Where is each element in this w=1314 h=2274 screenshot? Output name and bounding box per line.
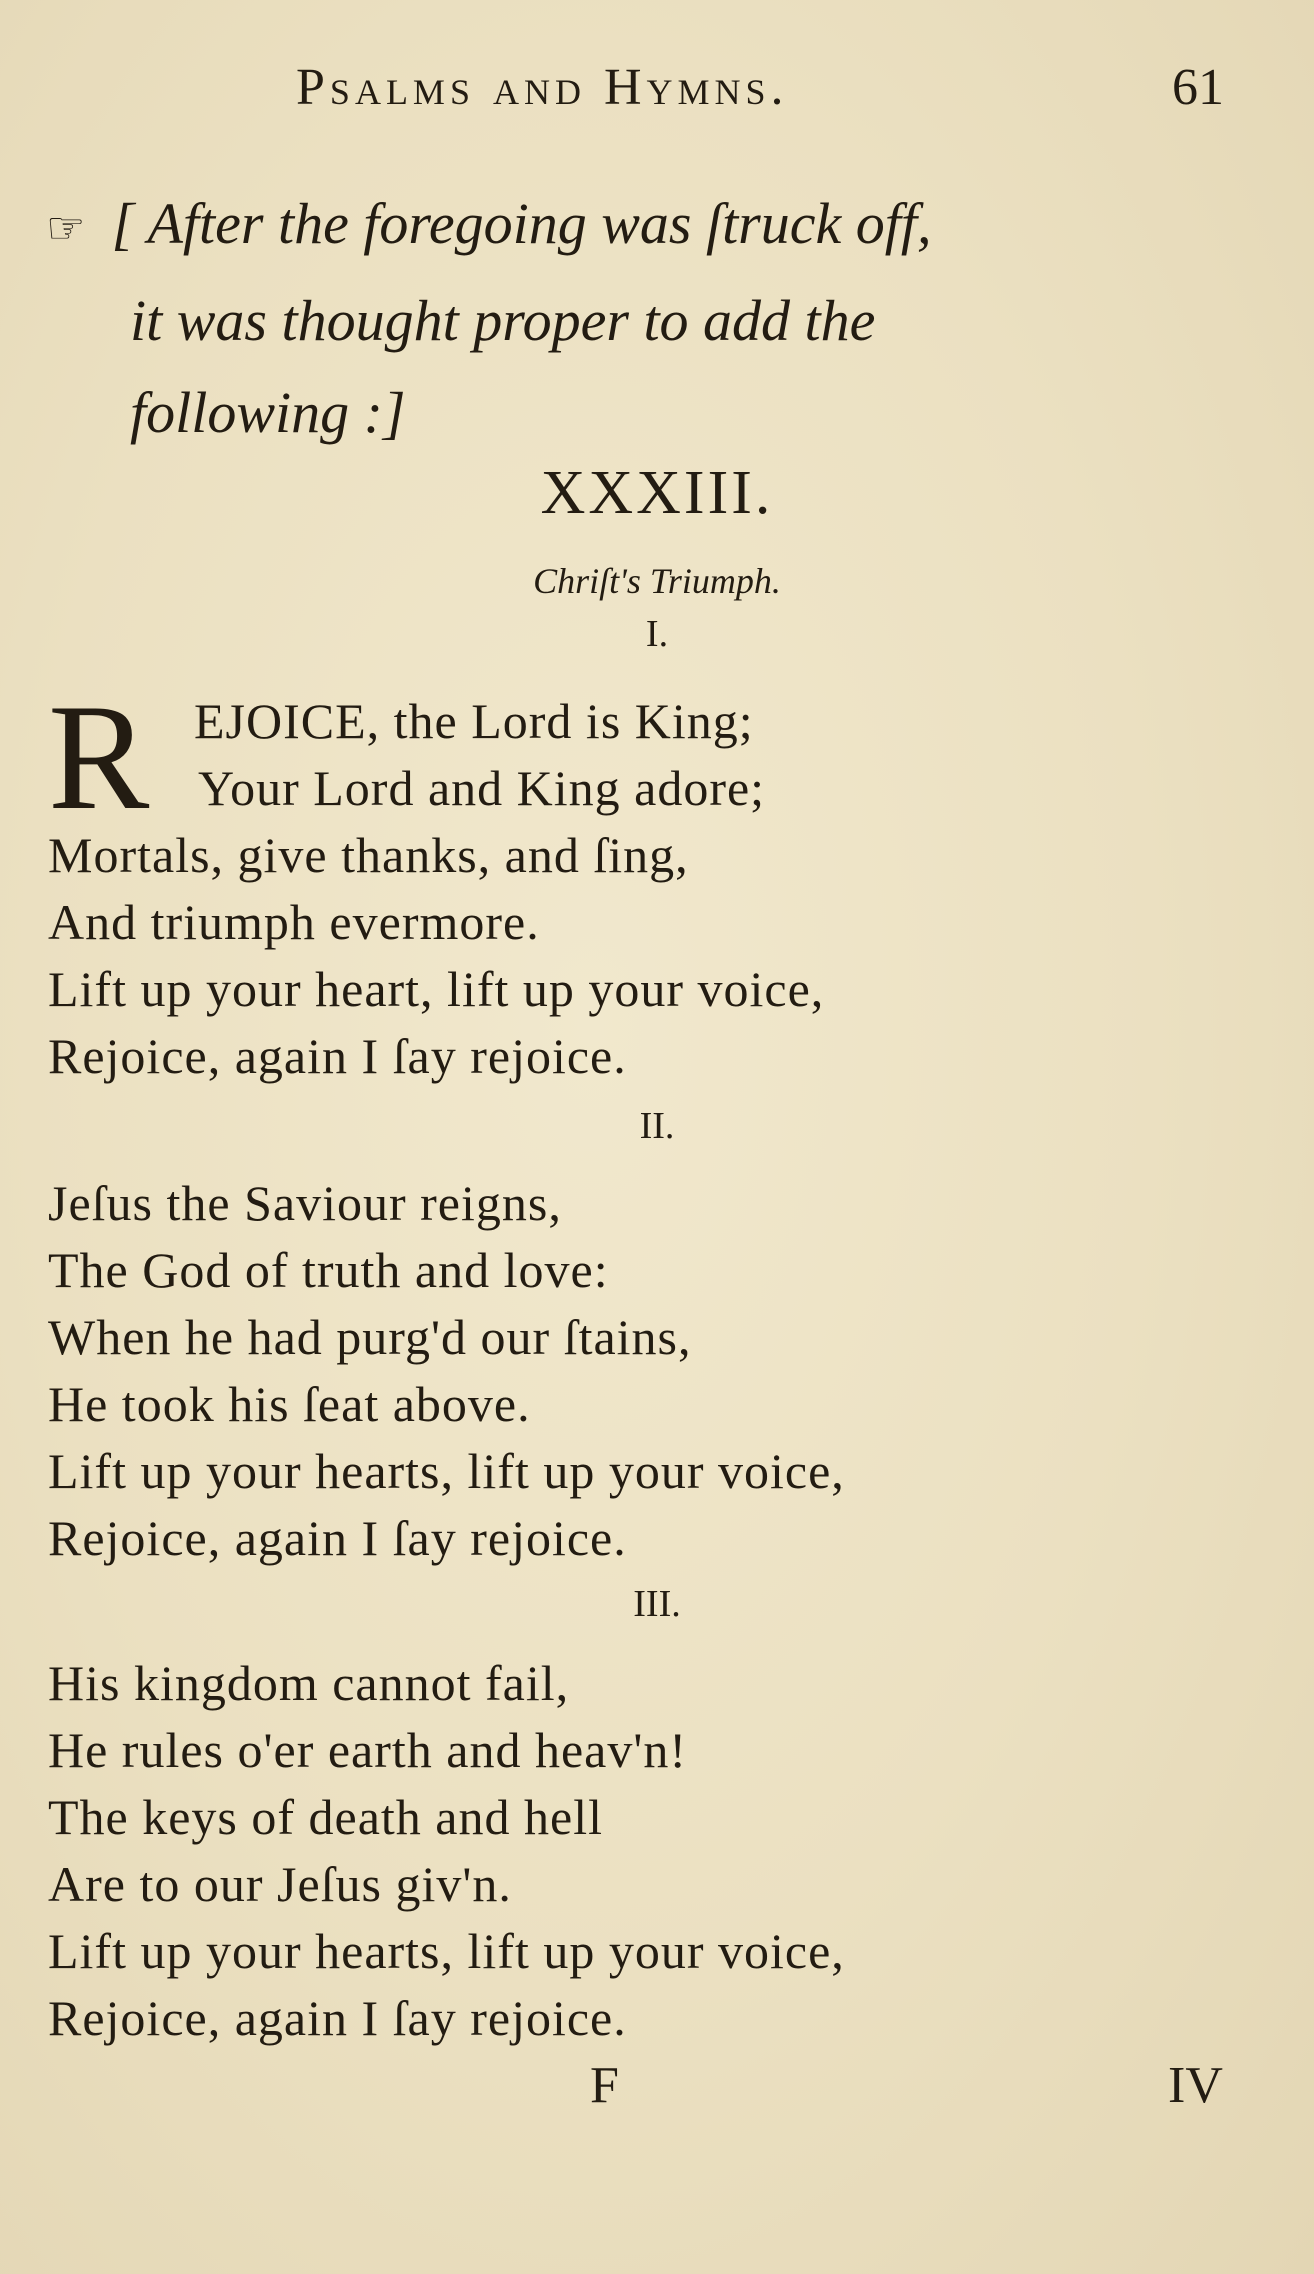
verse-number: I. xyxy=(645,613,669,655)
verse-line: He rules o'er earth and heav'n! xyxy=(48,1722,688,1778)
hymn-number: XXXIII. xyxy=(540,459,774,527)
verse-line: His kingdom cannot fail, xyxy=(48,1655,570,1711)
verse-number: II. xyxy=(639,1105,675,1147)
verse-number: III. xyxy=(633,1583,681,1625)
verse-line: Jeſus the Saviour reigns, xyxy=(48,1175,562,1231)
note-line: ☞ [ After the foregoing was ſtruck off, xyxy=(46,178,1266,275)
verse-line: Lift up your heart, lift up your voice, xyxy=(48,961,825,1017)
verse-line: The God of truth and love: xyxy=(48,1242,609,1298)
verse-line: Lift up your hearts, lift up your voice, xyxy=(48,1923,845,1979)
verse xyxy=(48,673,825,1090)
verse-line: And triumph evermore. xyxy=(48,894,540,950)
verse-line: Rejoice, again I ſay rejoice. xyxy=(48,1510,627,1566)
page-number: 61 xyxy=(1172,59,1224,116)
verse-line: Your Lord and King adore; xyxy=(198,760,766,816)
running-head: Psalms and Hymns. xyxy=(296,59,789,116)
verse-line: When he had purg'd our ſtains, xyxy=(48,1309,692,1365)
catchword: IV xyxy=(1168,2057,1223,2114)
verse-line: Rejoice, again I ſay rejoice. xyxy=(48,1990,627,2046)
verse-line: Rejoice, again I ſay rejoice. xyxy=(48,1028,627,1084)
note-line: following :] xyxy=(130,380,406,445)
verse-line: Mortals, give thanks, and ſing, xyxy=(48,827,689,883)
verse-line: Are to our Jeſus giv'n. xyxy=(48,1856,512,1912)
verse-line: Lift up your hearts, lift up your voice, xyxy=(48,1443,845,1499)
verse-line: EJOICE, the Lord is King; xyxy=(194,693,754,749)
verse xyxy=(48,1650,845,2052)
note-line: it was thought proper to add the xyxy=(130,288,876,353)
drop-cap: R xyxy=(48,673,151,841)
pointing-hand-icon: ☞ xyxy=(46,204,86,253)
signature-mark: F xyxy=(590,2057,619,2114)
verse xyxy=(48,1170,845,1572)
verse-line: He took his ſeat above. xyxy=(48,1376,531,1432)
hymn-title: Chriſt's Triumph. xyxy=(533,561,781,601)
editorial-note xyxy=(46,178,1266,459)
verse-line: The keys of death and hell xyxy=(48,1789,603,1845)
